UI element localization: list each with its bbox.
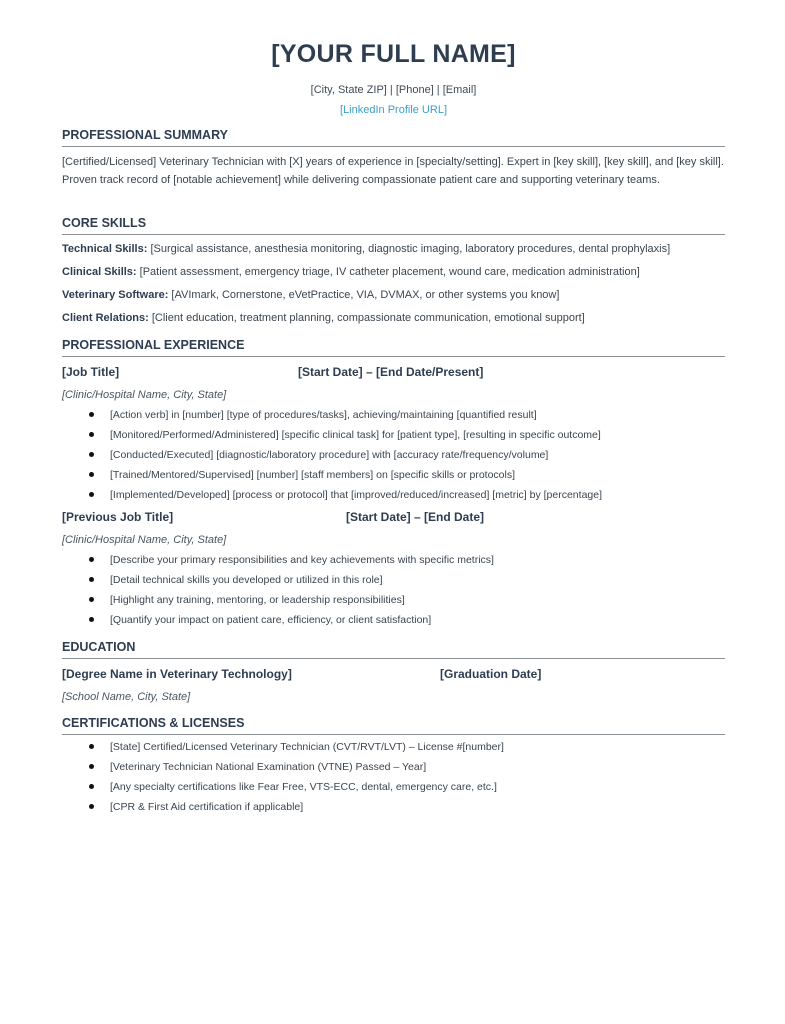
- section-title: PROFESSIONAL SUMMARY: [62, 128, 725, 147]
- job-bullets: [62, 405, 725, 505]
- skill-value: [Client education, treatment planning, compassionate communication, emotional support]: [148, 312, 585, 324]
- cert-item: [Veterinary Technician National Examination (VTNE) Passed – Year]: [62, 757, 725, 777]
- school-name: [School Name, City, State]: [62, 691, 191, 703]
- bullet-item: [Highlight any training, mentoring, or leadership responsibilities]: [62, 590, 725, 610]
- full-name: [YOUR FULL NAME]: [271, 40, 516, 68]
- skills-section: [62, 216, 725, 330]
- bullet-item: [Conducted/Executed] [diagnostic/laboratory procedure] with [accuracy rate/frequency/volume]: [62, 445, 725, 465]
- job-bullets: [62, 550, 725, 630]
- contact-info: [City, State ZIP] | [Phone] | [Email]: [310, 84, 477, 96]
- bullet-item: [Detail technical skills you developed or utilized in this role]: [62, 570, 725, 590]
- job-org: [Clinic/Hospital Name, City, State]: [62, 534, 227, 546]
- bullet-item: [Implemented/Developed] [process or protocol] that [improved/reduced/increased] [metric] by [percentage]: [62, 485, 725, 505]
- cert-item: [CPR & First Aid certification if applicable]: [62, 797, 725, 817]
- job-dates: [Start Date] – [End Date/Present]: [298, 365, 484, 379]
- skill-row: [62, 284, 725, 307]
- section-title: PROFESSIONAL EXPERIENCE: [62, 338, 725, 357]
- skill-row: [62, 307, 725, 330]
- job-entry: [62, 510, 725, 630]
- skill-value: [Patient assessment, emergency triage, IV catheter placement, wound care, medication administration]: [136, 266, 640, 278]
- experience-section: [62, 338, 725, 630]
- education-section: [62, 640, 725, 707]
- skill-value: [AVImark, Cornerstone, eVetPractice, VIA, DVMAX, or other systems you know]: [168, 289, 560, 301]
- summary-text: [Certified/Licensed] Veterinary Technician with [X] years of experience in [specialty/setting]. Expert in [key skill], [key skill], and [key skill]. Proven track record of [notable achievement] while delivering compassionate patient care and supporting veterinary teams.: [62, 156, 724, 186]
- skill-label: Client Relations:: [62, 312, 149, 324]
- section-title: EDUCATION: [62, 640, 725, 659]
- job-entry: [62, 365, 725, 505]
- cert-list: [62, 737, 725, 817]
- skill-label: Technical Skills:: [62, 243, 148, 255]
- skill-value: [Surgical assistance, anesthesia monitoring, diagnostic imaging, laboratory procedures, dental prophylaxis]: [147, 243, 671, 255]
- certifications-section: [62, 716, 725, 817]
- skill-row: [62, 261, 725, 284]
- bullet-item: [Monitored/Performed/Administered] [specific clinical task] for [patient type], [resulting in specific outcome]: [62, 425, 725, 445]
- bullet-item: [Quantify your impact on patient care, efficiency, or client satisfaction]: [62, 610, 725, 630]
- skill-label: Veterinary Software:: [62, 289, 169, 301]
- job-title: [Job Title]: [62, 365, 120, 379]
- job-title: [Previous Job Title]: [62, 510, 174, 524]
- bullet-item: [Action verb] in [number] [type of procedures/tasks], achieving/maintaining [quantified result]: [62, 405, 725, 425]
- section-title: CERTIFICATIONS & LICENSES: [62, 716, 725, 735]
- skill-label: Clinical Skills:: [62, 266, 137, 278]
- cert-item: [Any specialty certifications like Fear Free, VTS-ECC, dental, emergency care, etc.]: [62, 777, 725, 797]
- bullet-item: [Describe your primary responsibilities and key achievements with specific metrics]: [62, 550, 725, 570]
- job-org: [Clinic/Hospital Name, City, State]: [62, 389, 227, 401]
- skill-row: [62, 238, 725, 261]
- graduation-date: [Graduation Date]: [440, 667, 542, 681]
- job-dates: [Start Date] – [End Date]: [346, 510, 485, 524]
- bullet-item: [Trained/Mentored/Supervised] [number] [staff members] on [specific skills or protocols]: [62, 465, 725, 485]
- degree-name: [Degree Name in Veterinary Technology]: [62, 667, 292, 681]
- section-title: CORE SKILLS: [62, 216, 725, 235]
- linkedin-link[interactable]: [LinkedIn Profile URL]: [340, 104, 447, 116]
- cert-item: [State] Certified/Licensed Veterinary Technician (CVT/RVT/LVT) – License #[number]: [62, 737, 725, 757]
- summary-section: [62, 128, 725, 189]
